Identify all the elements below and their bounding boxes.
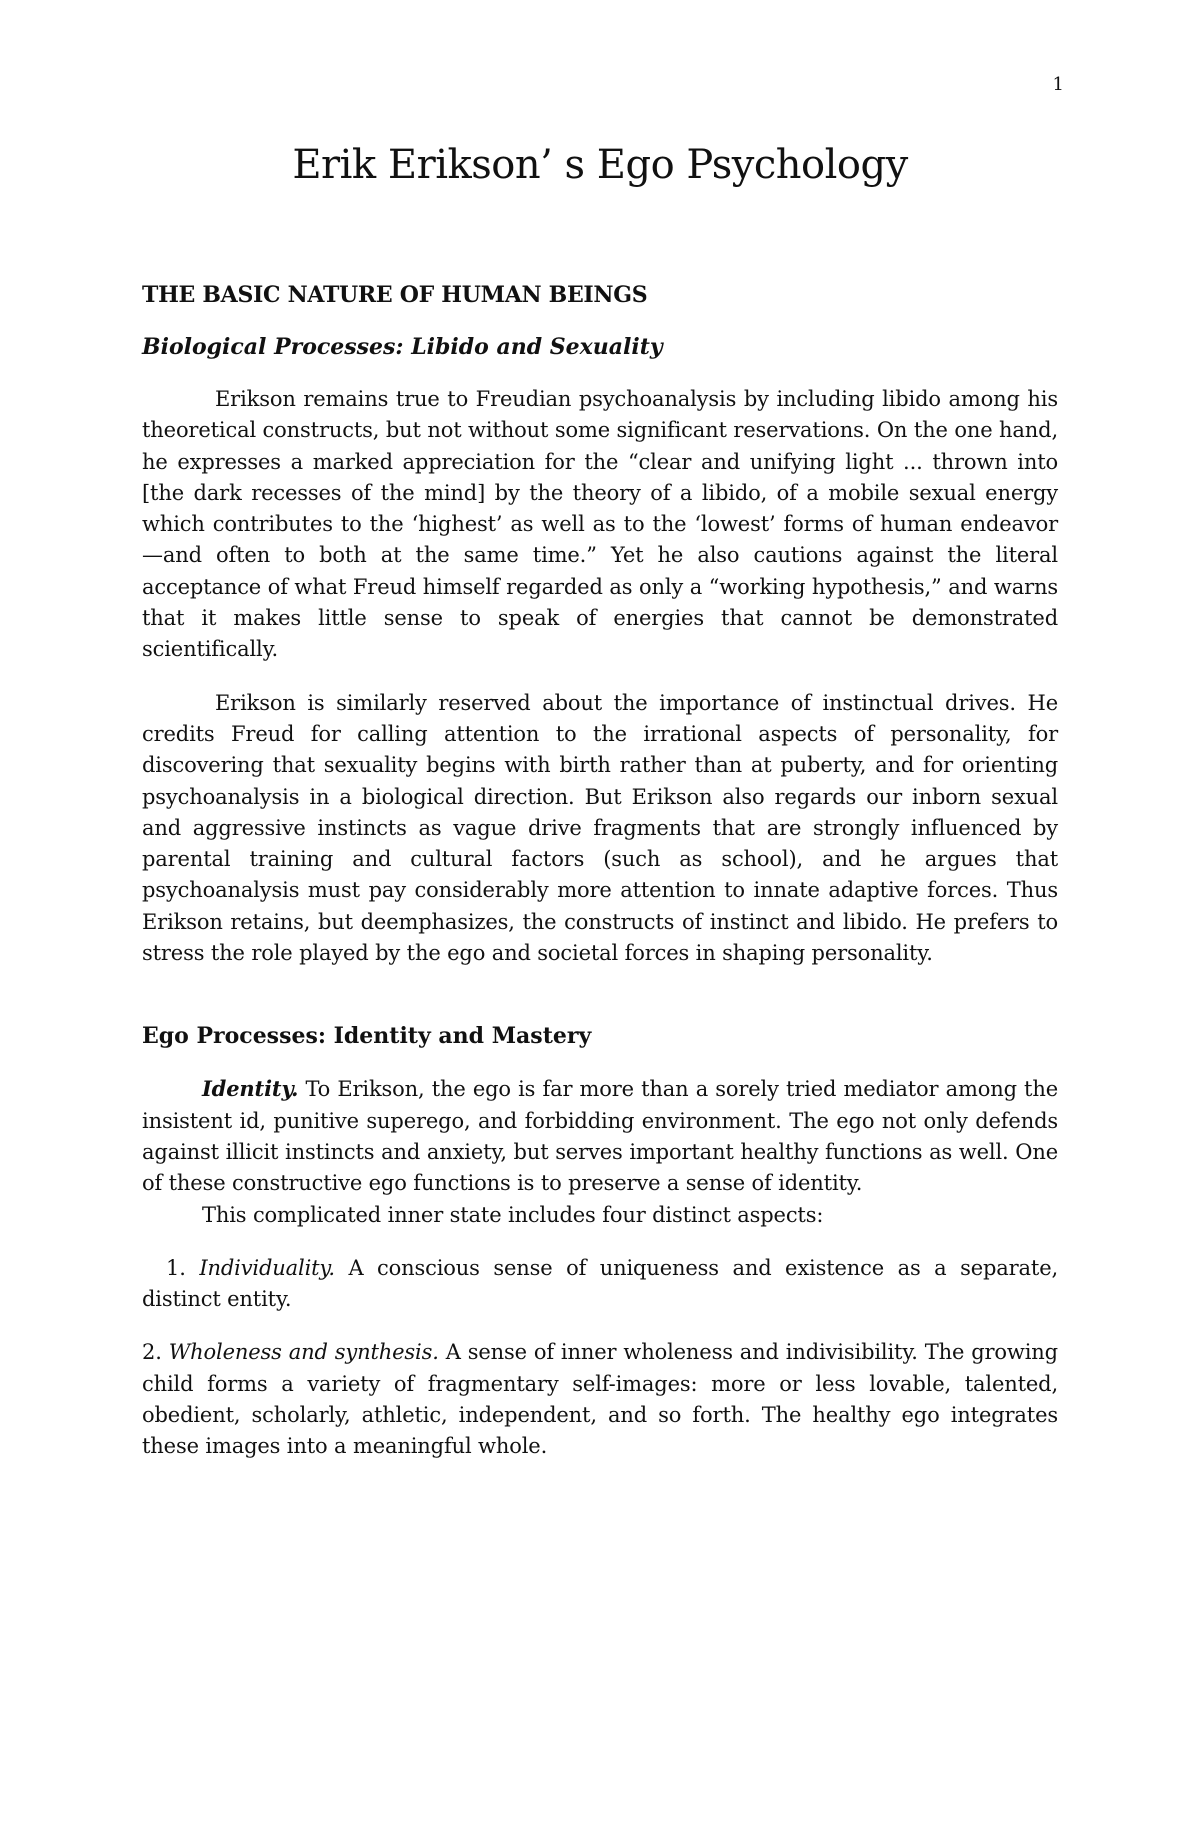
document-body — [142, 280, 1058, 1463]
section-heading-basic-nature: THE BASIC NATURE OF HUMAN BEINGS — [142, 282, 648, 308]
term-individuality: Individuality. — [199, 1255, 335, 1280]
paragraph-instinctual-drives: Erikson is similarly reserved about the importance of instinctual drives. He credits Freud for calling attention to the irrational aspects of personality, for discovering that sexuality begins with birth rather than at puberty, and for orienting psychoanalysis in a biological direction. But Erikson also regards our inborn sexual and aggressive instincts as vague drive fragments that are strongly influenced by parental training and cultural factors (such as school), and he argues that psychoanalysis must pay considerably more attention to innate adaptive forces. Thus Erikson retains, but deemphasizes, the constructs of instinct and libido. He prefers to stress the role played by the ego and societal forces in shaping personality. — [142, 690, 1058, 966]
paragraph-identity — [142, 1073, 1058, 1199]
paragraph-aspects-intro: This complicated inner state includes four distinct aspects: — [202, 1202, 824, 1227]
wholeness-text: A sense of inner wholeness and indivisibility. The growing child forms a variety of fragmentary self-images: more or less lovable, talented, obedient, scholarly, athletic, independent, and so forth. The healthy ego integrates these images into a meaningful whole. — [142, 1340, 1058, 1459]
page-number: 1 — [1052, 74, 1064, 95]
subheading-ego-processes: Ego Processes: Identity and Mastery — [142, 1023, 592, 1050]
list-item-wholeness — [142, 1337, 1058, 1462]
individuality-text: A conscious sense of uniqueness and existence as a separate, distinct entity. — [142, 1255, 1058, 1312]
identity-text: To Erikson, the ego is far more than a sorely tried mediator among the insistent id, punitive superego, and forbidding environment. The ego not only defends against illicit instincts and anxiety, but serves important healthy functions as well. One of these constructive ego functions is to preserve a sense of identity. — [142, 1077, 1058, 1196]
list-number: 2. — [142, 1340, 162, 1365]
term-identity: Identity. — [202, 1076, 299, 1102]
document-title: Erik Erikson’ s Ego Psychology — [292, 142, 908, 188]
term-wholeness: Wholeness and synthesis. — [168, 1340, 439, 1365]
list-item-individuality — [142, 1253, 1058, 1316]
paragraph-libido: Erikson remains true to Freudian psychoanalysis by including libido among his theoretical constructs, but not without some significant reservations. On the one hand, he expresses a marked appreciation for the “clear and unifying light ... thrown into [the dark recesses of the mind] by the theory of a libido, of a mobile sexual energy which contributes to the ‘highest’ as well as to the ‘lowest’ forms of human endeavor—and often to both at the same time.” Yet he also cautions against the literal acceptance of what Freud himself regarded as only a “working hypothesis,” and warns that it makes little sense to speak of energies that cannot be demonstrated scientifically. — [142, 387, 1058, 662]
list-number: 1. — [166, 1255, 186, 1280]
subheading-biological-processes: Biological Processes: Libido and Sexuality — [142, 334, 663, 360]
